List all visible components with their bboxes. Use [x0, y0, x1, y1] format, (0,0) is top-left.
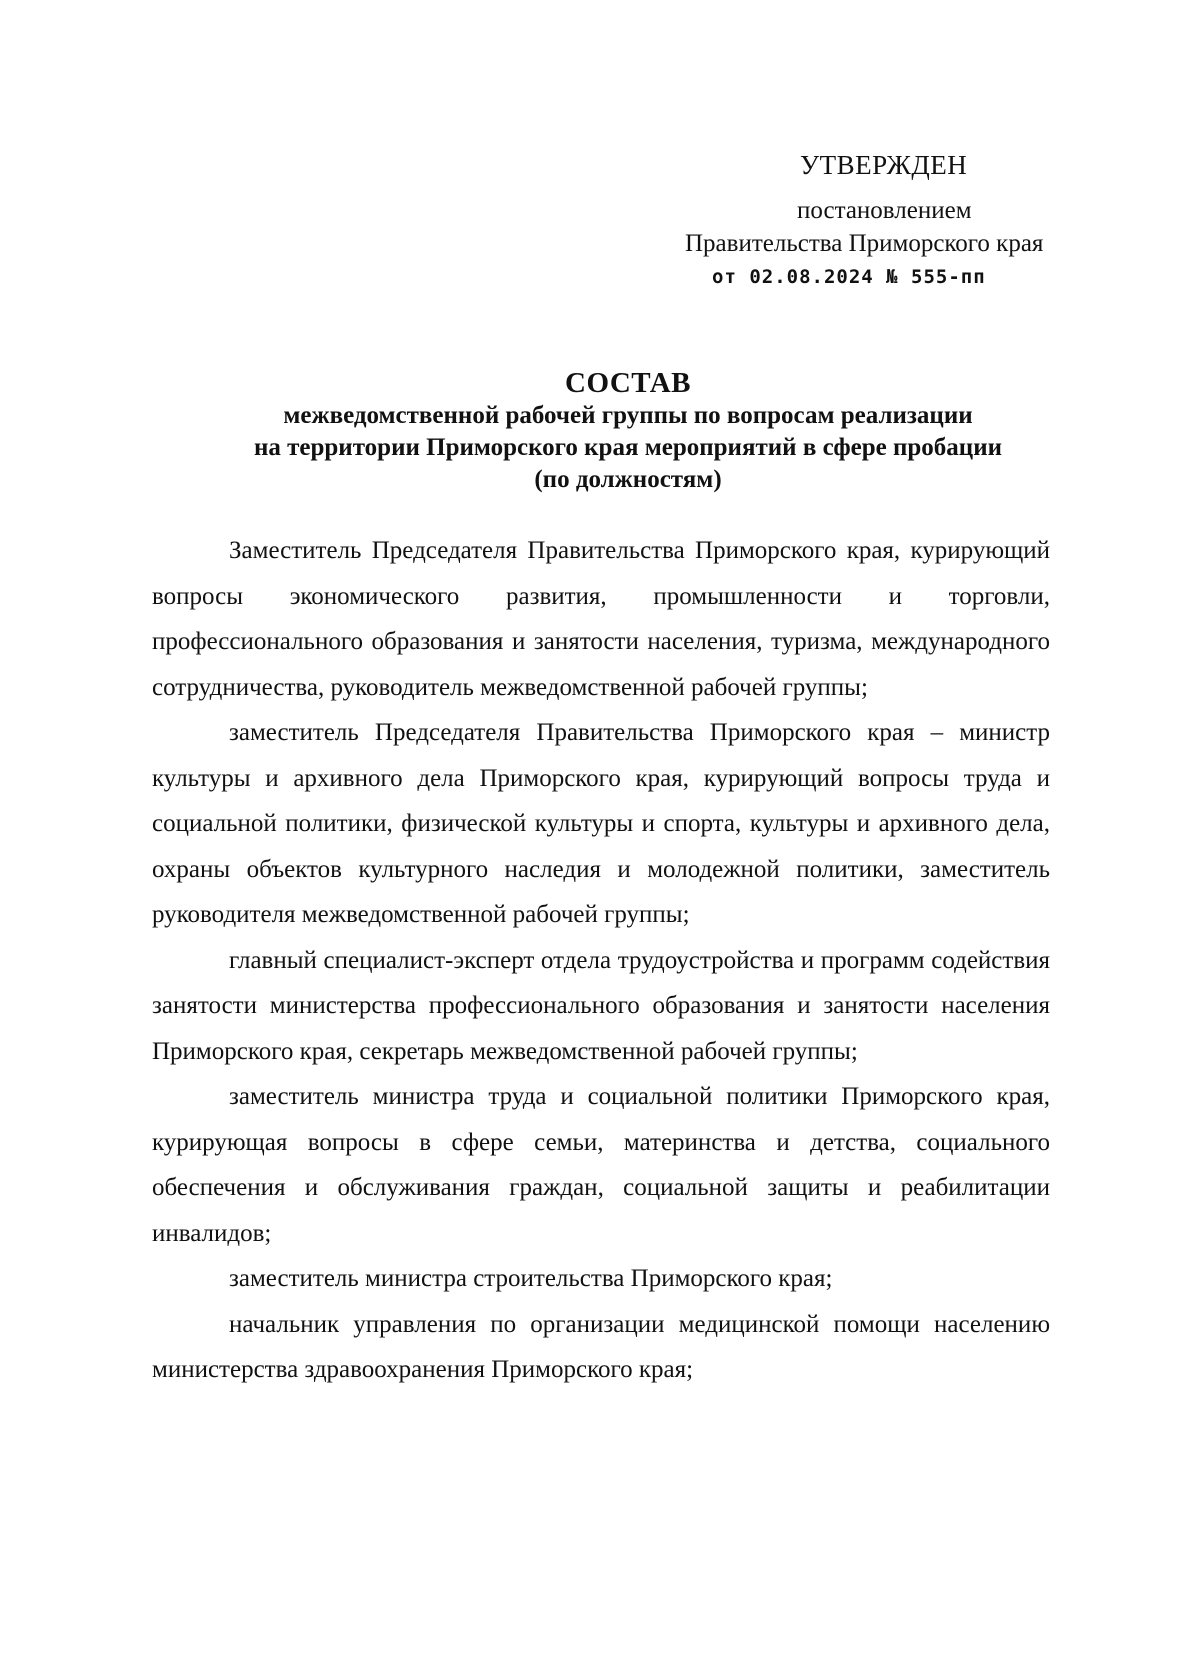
heading-line-3: (по должностям) — [534, 466, 722, 493]
heading-title: СОСТАВ — [565, 367, 691, 399]
approval-title: УТВЕРЖДЕН — [800, 150, 968, 180]
approval-date-number-stamp: от 02.08.2024 № 555-пп — [712, 266, 986, 288]
approval-decree-line: постановлением — [797, 197, 972, 224]
member-paragraph: начальник управления по организации медицинской помощи населению министерства здравоохранения Приморского края; — [152, 1310, 1050, 1383]
heading-line-1: межведомственной рабочей группы по вопросам реализации — [283, 402, 973, 429]
approval-government-line: Правительства Приморского края — [685, 230, 1044, 257]
member-paragraph: Заместитель Председателя Правительства Приморского края, курирующий вопросы экономического развития, промышленности и торговли, профессионального образования и занятости населения, туризма, международного сотрудничества, руководитель межведомственной рабочей группы; — [152, 537, 1050, 701]
member-paragraph: заместитель Председателя Правительства Приморского края – министр культуры и архивного дела Приморского края, курирующий вопросы труда и социальной политики, физической культуры и спорта, культуры и архивного дела, охраны объектов культурного наследия и молодежной политики, заместитель руководителя межведомственной рабочей группы; — [152, 719, 1050, 928]
member-paragraph: заместитель министра труда и социальной политики Приморского края, курирующая вопросы в сфере семьи, материнства и детства, социального обеспечения и обслуживания граждан, социальной защиты и реабилитации инвалидов; — [152, 1083, 1050, 1247]
composition-list — [152, 528, 1050, 1393]
document-heading — [0, 366, 1200, 496]
member-paragraph: главный специалист-эксперт отдела трудоустройства и программ содействия занятости министерства профессионального образования и занятости населения Приморского края, секретарь межведомственной рабочей группы; — [152, 946, 1050, 1065]
heading-line-2: на территории Приморского края мероприятий в сфере пробации — [253, 434, 1003, 461]
member-paragraph: заместитель министра строительства Приморского края; — [229, 1265, 833, 1292]
